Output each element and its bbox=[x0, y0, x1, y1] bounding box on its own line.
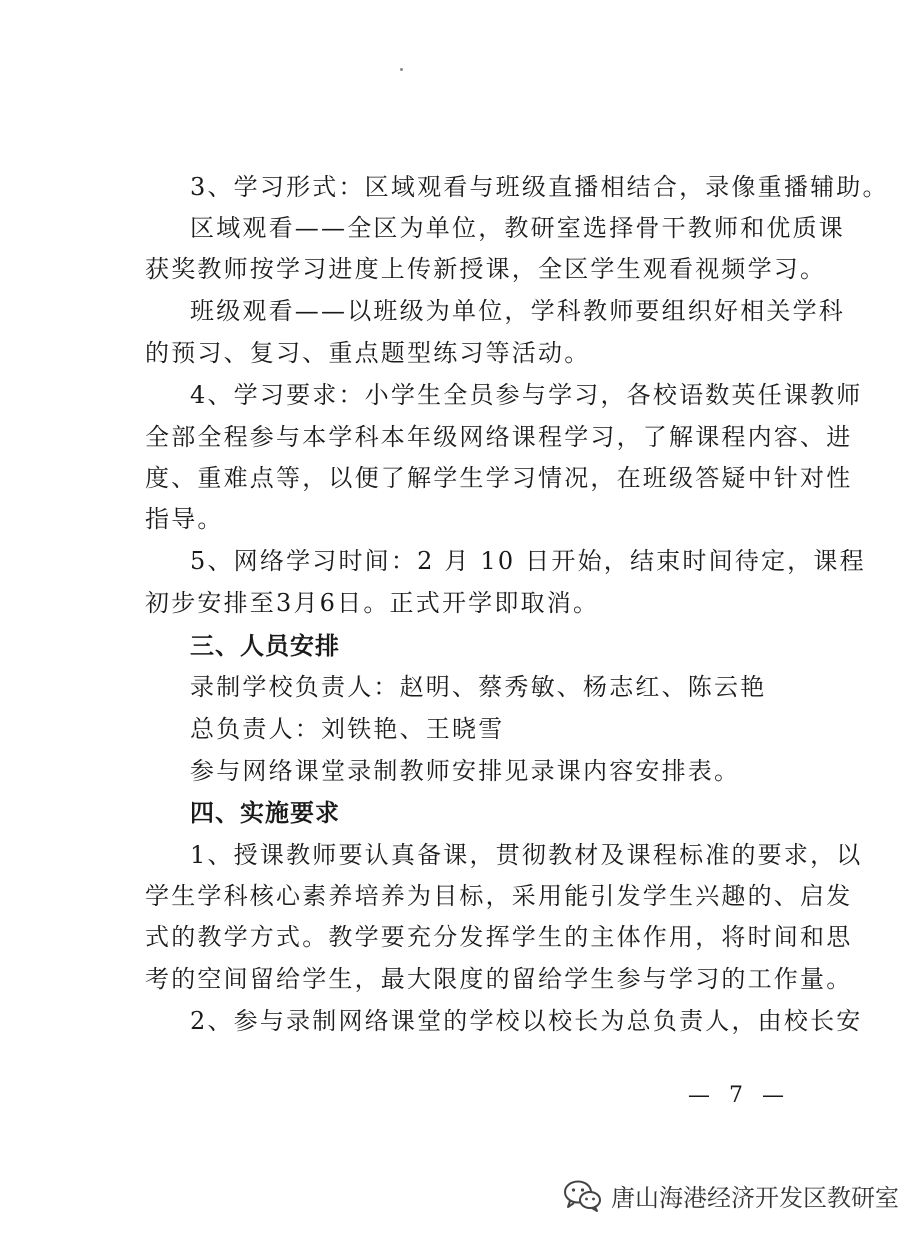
paragraph-line: 总负责人：刘铁艳、王晓雪 bbox=[190, 715, 505, 743]
scan-speck bbox=[400, 68, 403, 71]
paragraph-line: 区域观看——全区为单位，教研室选择骨干教师和优质课 bbox=[190, 214, 845, 242]
watermark-text: 唐山海港经济开发区教研室 bbox=[611, 1184, 899, 1212]
paragraph-line: 初步安排至3月6日。正式开学即取消。 bbox=[145, 589, 600, 617]
paragraph-line: 班级观看——以班级为单位，学科教师要组织好相关学科 bbox=[190, 297, 845, 325]
paragraph-line: 1、授课教师要认真备课，贯彻教材及课程标准的要求，以 bbox=[190, 841, 863, 869]
paragraph-line: 度、重难点等，以便了解学生学习情况，在班级答疑中针对性 bbox=[145, 464, 853, 492]
paragraph-line: 全部全程参与本学科本年级网络课程学习，了解课程内容、进 bbox=[145, 423, 853, 451]
page-number: — 7 — bbox=[688, 1083, 790, 1108]
section-heading: 三、人员安排 bbox=[190, 632, 340, 660]
paragraph-line: 获奖教师按学习进度上传新授课，全区学生观看视频学习。 bbox=[145, 255, 827, 283]
paragraph-line: 3、学习形式：区域观看与班级直播相结合，录像重播辅助。 bbox=[190, 173, 889, 201]
paragraph-line: 录制学校负责人：赵明、蔡秀敏、杨志红、陈云艳 bbox=[190, 673, 767, 701]
wechat-icon bbox=[563, 1179, 603, 1213]
paragraph-line: 指导。 bbox=[145, 505, 224, 533]
section-heading: 四、实施要求 bbox=[190, 799, 340, 827]
paragraph-line: 4、学习要求：小学生全员参与学习，各校语数英任课教师 bbox=[190, 381, 863, 409]
paragraph-line: 式的教学方式。教学要充分发挥学生的主体作用，将时间和思 bbox=[145, 923, 853, 951]
paragraph-line: 考的空间留给学生，最大限度的留给学生参与学习的工作量。 bbox=[145, 965, 853, 993]
paragraph-line: 学生学科核心素养培养为目标，采用能引发学生兴趣的、启发 bbox=[145, 882, 853, 910]
paragraph-line: 的预习、复习、重点题型练习等活动。 bbox=[145, 339, 591, 367]
watermark bbox=[563, 1178, 899, 1213]
paragraph-line: 参与网络课堂录制教师安排见录课内容安排表。 bbox=[190, 757, 741, 785]
paragraph-line: 2、参与录制网络课堂的学校以校长为总负责人，由校长安 bbox=[190, 1007, 863, 1035]
paragraph-line: 5、网络学习时间：2 月 10 日开始，结束时间待定，课程 bbox=[190, 547, 866, 575]
